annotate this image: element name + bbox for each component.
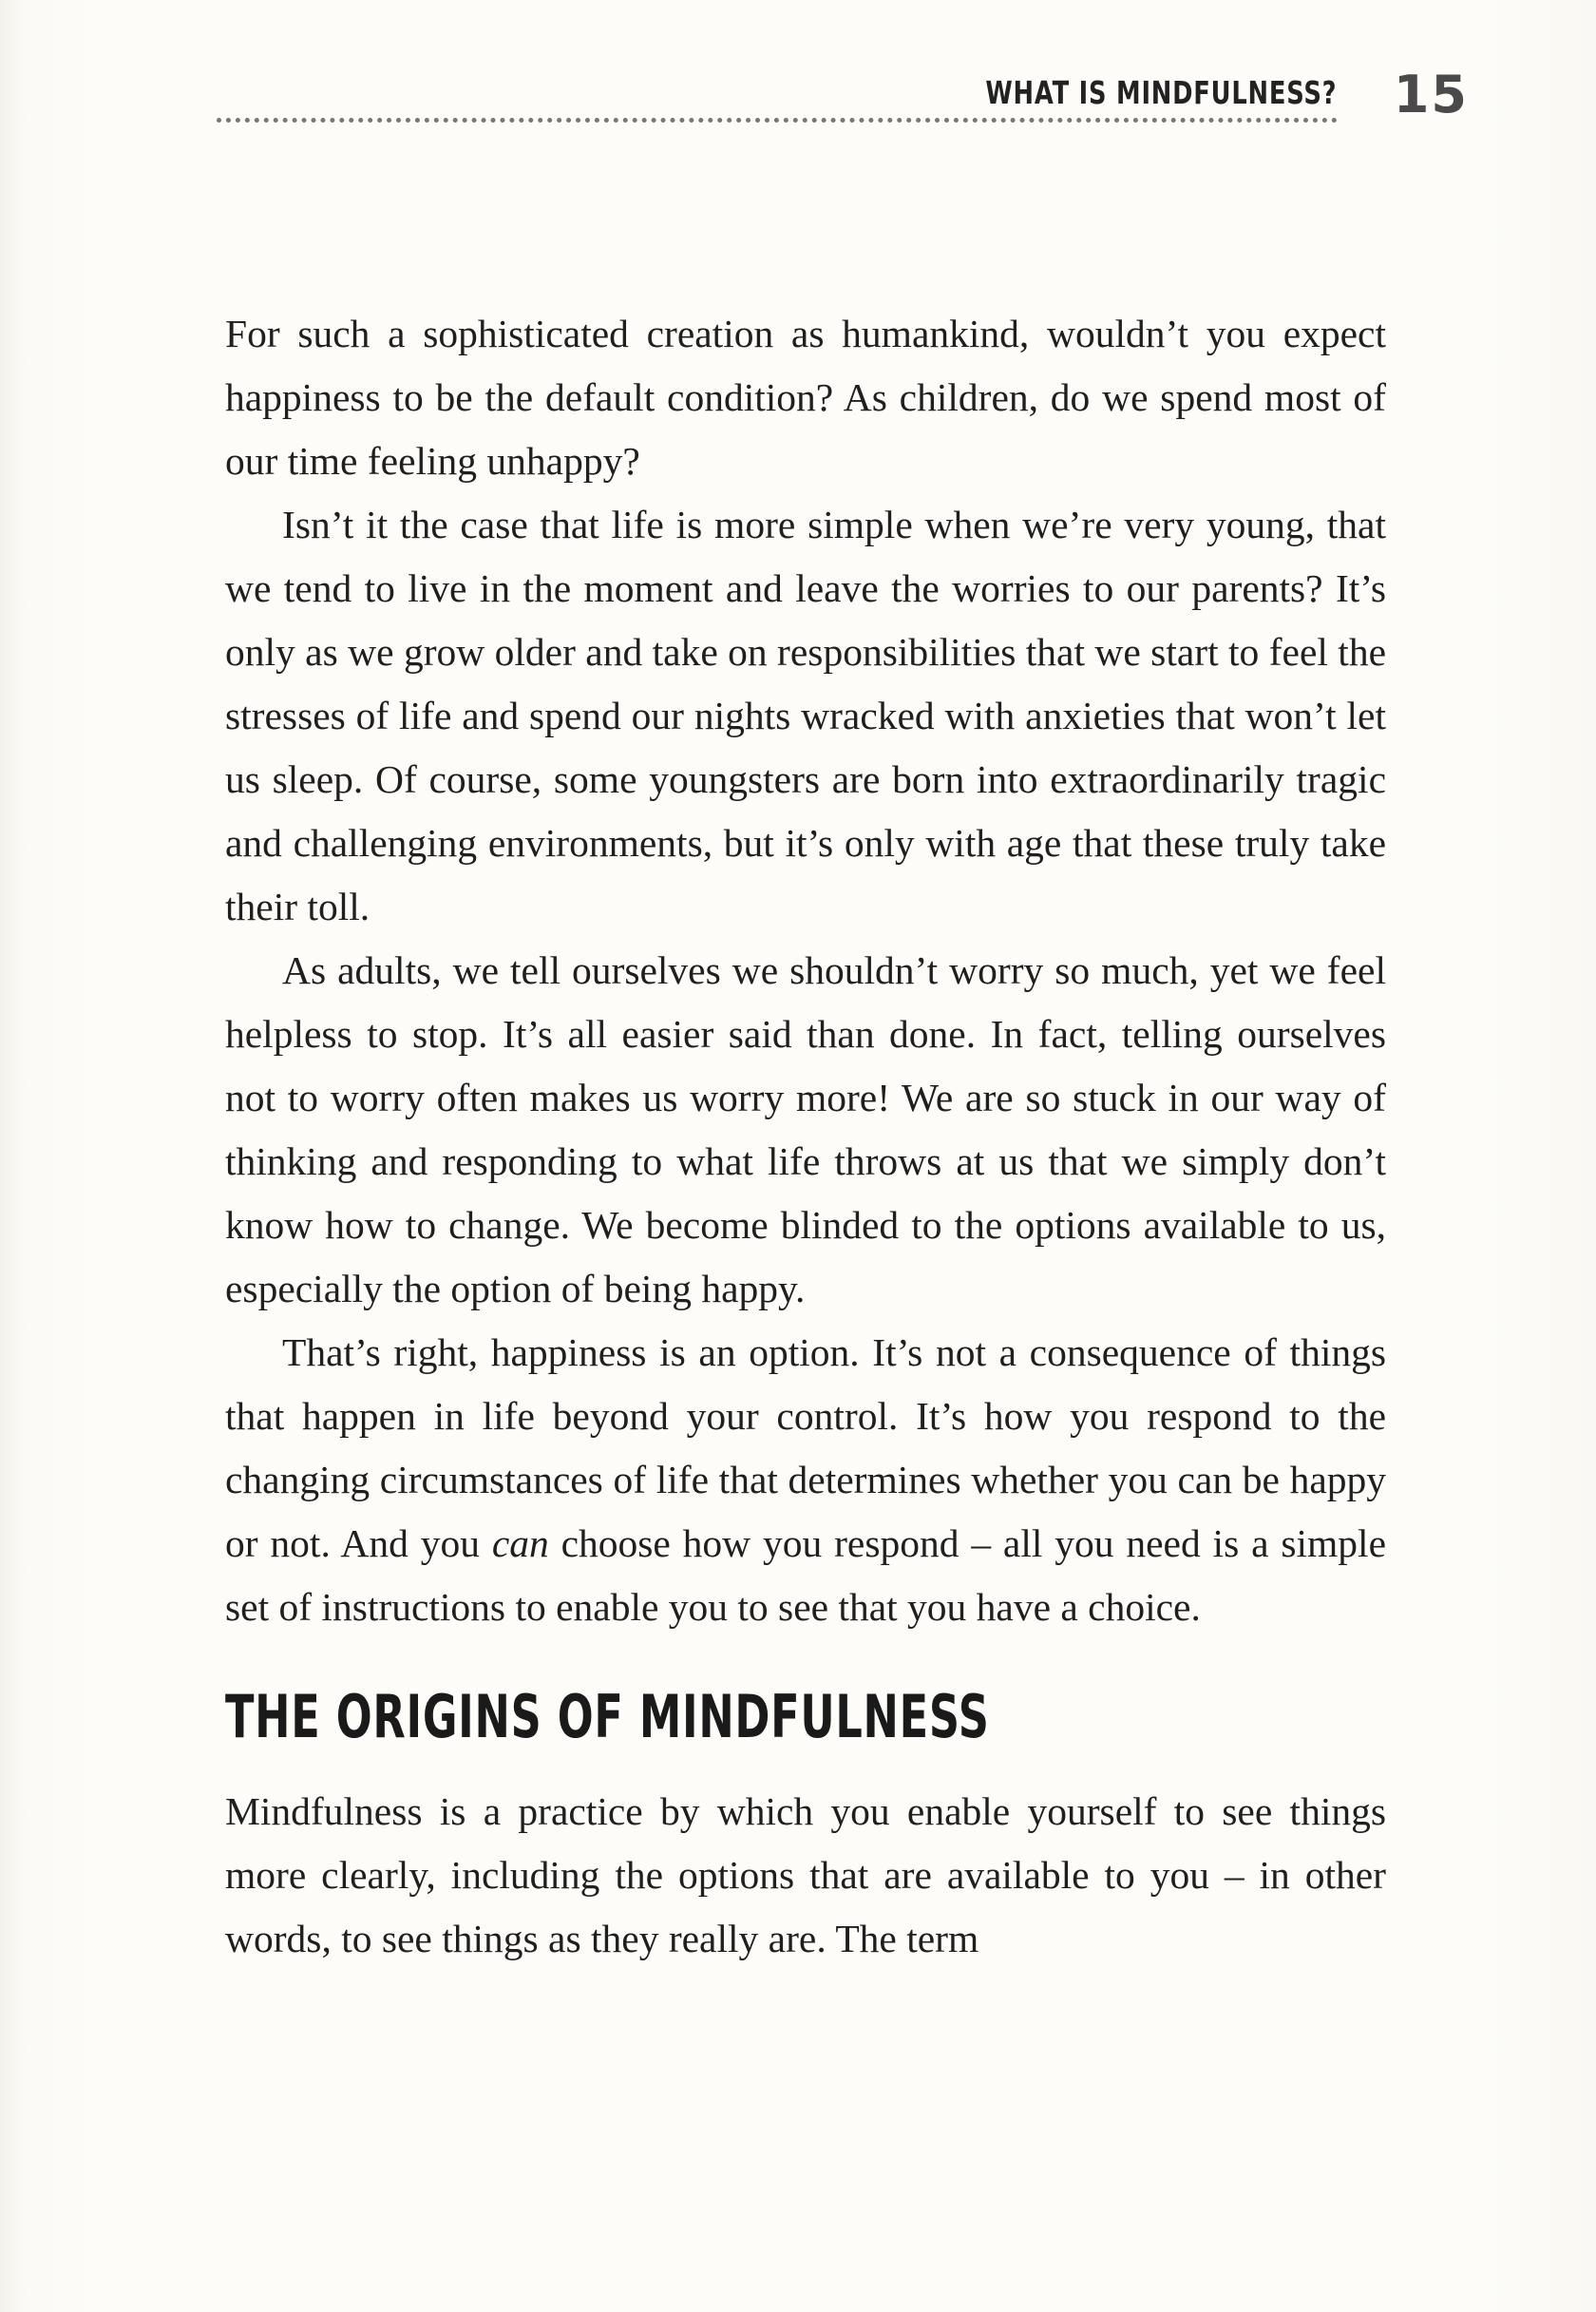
body-text	[225, 302, 1386, 1971]
paragraph-4-emphasis: can	[491, 1521, 549, 1565]
chapter-title: WHAT IS MINDFULNESS?	[984, 74, 1337, 111]
paragraph-4-text-before: That’s right, happiness is an option. It’s not a consequence of things that happen in life beyond your control. It’s how you respond to the changing circumstances of life that determines whether you can be happy or not. And you	[225, 1330, 1386, 1565]
section-paragraph-1: Mindfulness is a practice by which you enable yourself to see things more clearly, including the options that are available to you – in other words, to see things as they really are. The term	[225, 1789, 1386, 1960]
paragraph-3: As adults, we tell ourselves we shouldn’t worry so much, yet we feel helpless to stop. It’s all easier said than done. In fact, telling ourselves not to worry often makes us worry more! We are so stuck in our way of thinking and responding to what life throws at us that we simply don’t know how to change. We become blinded to the options available to us, especially the option of being happy.	[225, 948, 1386, 1310]
paragraph-2: Isn’t it the case that life is more simple when we’re very young, that we tend to live in the moment and leave the worries to our parents? It’s only as we grow older and take on responsibilities that we start to feel the stresses of life and spend our nights wracked with anxieties that won’t let us sleep. Of course, some youngsters are born into extraordinarily tragic and challenging environments, but it’s only with age that these truly take their toll.	[225, 503, 1386, 928]
dotted-rule	[217, 118, 1338, 123]
paragraph-4-text-after: choose how you respond – all you need is a simple set of instructions to enable you to see that you have a choice.	[225, 1521, 1387, 1629]
paragraph-4	[225, 1321, 1386, 1639]
running-head	[217, 65, 1474, 125]
section-heading-text: THE ORIGINS OF MINDFULNESS	[225, 1682, 990, 1751]
paragraph-1: For such a sophisticated creation as humankind, wouldn’t you expect happiness to be the default condition? As children, do we spend most of our time feeling unhappy?	[225, 312, 1386, 483]
section-heading	[225, 1677, 1386, 1780]
page-number: 15	[1393, 65, 1469, 124]
